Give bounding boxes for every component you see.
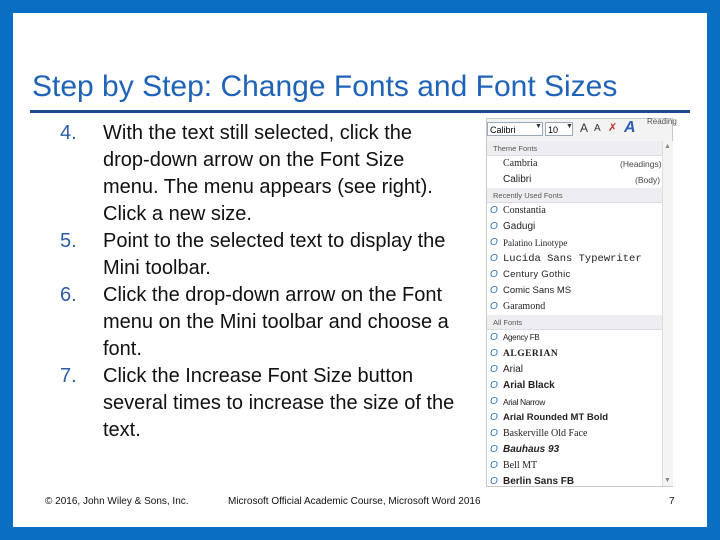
clear-formatting-icon[interactable]: ✗ bbox=[608, 122, 618, 134]
font-list-item[interactable]: O Century Gothic bbox=[487, 267, 662, 283]
menu-scrollbar[interactable] bbox=[662, 141, 673, 486]
all-fonts-header: All Fonts bbox=[487, 315, 662, 330]
font-list-item[interactable]: Cambria (Headings) bbox=[503, 158, 662, 169]
step-text: Point to the selected text to display the Mini toolbar. bbox=[103, 230, 446, 279]
opentype-font-icon: O bbox=[490, 285, 498, 296]
opentype-font-icon: O bbox=[490, 428, 498, 439]
font-list-item[interactable]: O Arial Narrow bbox=[487, 394, 662, 410]
step-item bbox=[60, 282, 460, 363]
font-list-item[interactable]: O Bauhaus 93 bbox=[487, 442, 662, 458]
step-number: 5. bbox=[60, 230, 77, 252]
font-list-item[interactable]: O Agency FB bbox=[487, 330, 662, 346]
step-number: 6. bbox=[60, 284, 77, 306]
page-number: 7 bbox=[669, 496, 675, 507]
font-list-item[interactable]: O ALGERIAN bbox=[487, 346, 662, 362]
step-text: With the text still selected, click the drop-down arrow on the Font Size menu. The menu appears (see right). Click a new size. bbox=[103, 122, 433, 225]
step-number: 7. bbox=[60, 365, 77, 387]
opentype-font-icon: O bbox=[490, 332, 498, 343]
footer-course: Microsoft Official Academic Course, Microsoft Word 2016 bbox=[228, 496, 481, 507]
font-list-item[interactable]: O Bell MT bbox=[487, 458, 662, 474]
font-list-item[interactable]: O Comic Sans MS bbox=[487, 283, 662, 299]
step-number: 4. bbox=[60, 122, 77, 144]
font-list-item[interactable]: Calibri (Body) bbox=[503, 174, 661, 185]
opentype-font-icon: O bbox=[490, 412, 498, 423]
chevron-down-icon[interactable]: ▼ bbox=[566, 123, 573, 130]
recent-fonts-header: Recently Used Fonts bbox=[487, 188, 662, 203]
opentype-font-icon: O bbox=[490, 364, 498, 375]
theme-fonts-header: Theme Fonts bbox=[487, 141, 662, 156]
grow-font-icon[interactable]: A bbox=[580, 121, 589, 135]
opentype-font-icon: O bbox=[490, 253, 498, 264]
opentype-font-icon: O bbox=[490, 221, 498, 232]
font-list-item[interactable]: O Baskerville Old Face bbox=[487, 426, 662, 442]
title-divider bbox=[30, 110, 690, 113]
font-menu-screenshot bbox=[486, 117, 677, 487]
opentype-font-icon: O bbox=[490, 460, 498, 471]
font-list-item[interactable]: O Arial Black bbox=[487, 378, 662, 394]
font-list-item[interactable]: O Arial bbox=[487, 362, 662, 378]
text-effects-icon[interactable]: A bbox=[624, 119, 636, 136]
opentype-font-icon: O bbox=[490, 348, 498, 359]
opentype-font-icon: O bbox=[490, 396, 498, 407]
font-list-item[interactable]: O Berlin Sans FB bbox=[487, 474, 662, 490]
opentype-font-icon: O bbox=[490, 237, 498, 248]
chevron-up-icon[interactable]: ▲ bbox=[664, 143, 671, 150]
font-name-box[interactable]: Calibri bbox=[487, 122, 543, 136]
step-item bbox=[60, 120, 460, 228]
reading-label: Reading bbox=[647, 117, 677, 126]
mini-toolbar bbox=[487, 117, 677, 142]
font-list-item[interactable]: O Palatino Linotype bbox=[487, 235, 662, 251]
step-item bbox=[60, 228, 460, 282]
opentype-font-icon: O bbox=[490, 444, 498, 455]
opentype-font-icon: O bbox=[490, 205, 498, 216]
steps-list bbox=[60, 120, 460, 444]
slide-title: Step by Step: Change Fonts and Font Sizes bbox=[32, 70, 618, 103]
step-text: Click the Increase Font Size button several times to increase the size of the text. bbox=[103, 365, 455, 441]
font-list-item[interactable]: O Constantia bbox=[487, 203, 662, 219]
chevron-down-icon[interactable]: ▼ bbox=[535, 123, 542, 130]
font-list-item[interactable]: O Gadugi bbox=[487, 219, 662, 235]
opentype-font-icon: O bbox=[490, 301, 498, 312]
font-size-box[interactable]: 10 bbox=[545, 122, 573, 136]
chevron-down-icon[interactable]: ▼ bbox=[664, 477, 671, 484]
footer-copyright: © 2016, John Wiley & Sons, Inc. bbox=[45, 496, 189, 507]
font-list-item[interactable]: O Garamond bbox=[487, 299, 662, 315]
shrink-font-icon[interactable]: A bbox=[594, 123, 601, 134]
font-list-item[interactable]: O Lucida Sans Typewriter bbox=[490, 253, 642, 265]
font-list-item[interactable]: O Arial Rounded MT Bold bbox=[487, 410, 662, 426]
step-text: Click the drop-down arrow on the Font menu on the Mini toolbar and choose a font. bbox=[103, 284, 449, 360]
opentype-font-icon: O bbox=[490, 269, 498, 280]
opentype-font-icon: O bbox=[490, 380, 498, 391]
opentype-font-icon: O bbox=[490, 476, 498, 487]
step-item bbox=[60, 363, 460, 444]
